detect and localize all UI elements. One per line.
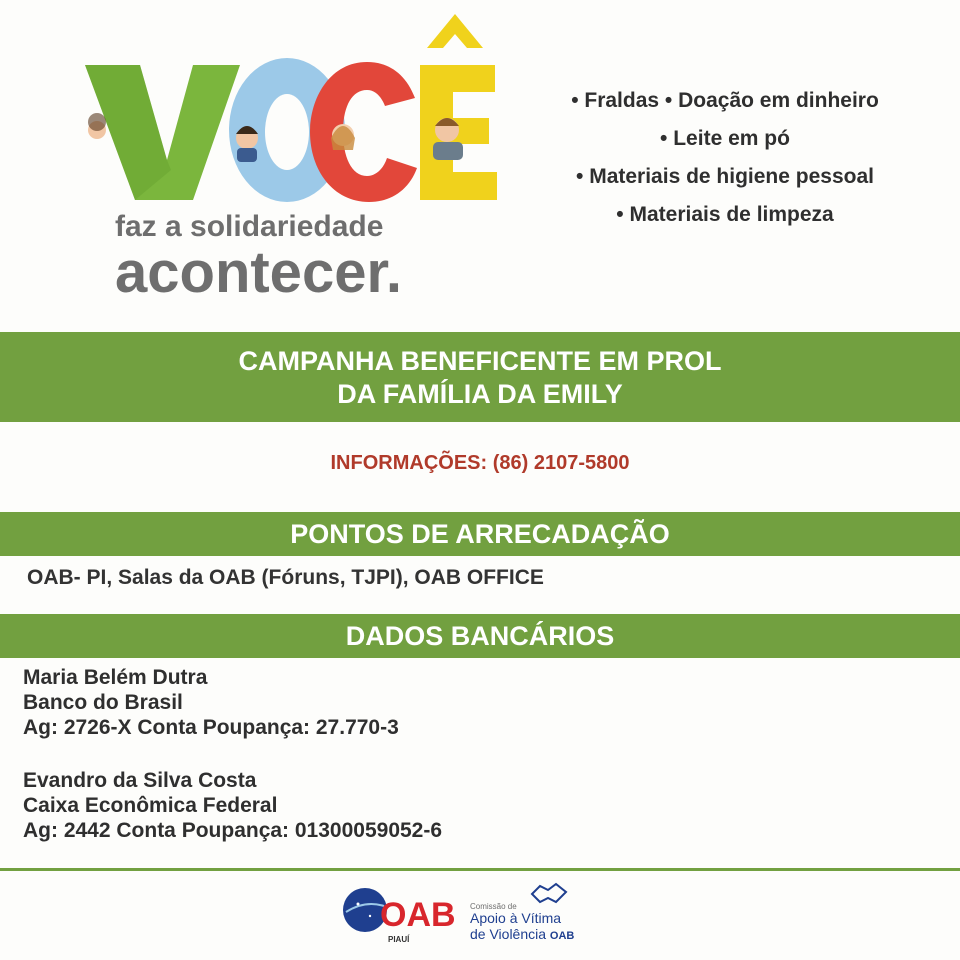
pontos-header: PONTOS DE ARRECADAÇÃO — [0, 512, 960, 556]
campaign-title-line-1: CAMPANHA BENEFICENTE EM PROL — [238, 346, 722, 376]
campaign-banner — [0, 332, 960, 422]
letter-o-hole — [265, 94, 309, 170]
account-bank: Caixa Econômica Federal — [23, 794, 278, 817]
account-holder: Maria Belém Dutra — [23, 666, 208, 689]
comissao-line-2: de Violência OAB — [470, 926, 575, 942]
oab-piaui-logo — [340, 882, 460, 952]
comissao-small-label: Comissão de — [470, 902, 517, 911]
voce-logo-graphic — [75, 10, 505, 310]
oab-state-label: PIAUÍ — [388, 935, 410, 944]
account-holder: Evandro da Silva Costa — [23, 769, 257, 792]
handshake-icon — [530, 880, 568, 906]
bank-account-2 — [23, 768, 442, 843]
donation-item: • Materiais de higiene pessoal — [576, 165, 874, 188]
tagline-line-1: faz a solidariedade — [115, 210, 384, 243]
donation-item: • Fraldas • Doação em dinheiro — [571, 89, 879, 112]
footer-divider — [0, 868, 960, 871]
tagline-line-2: acontecer. — [115, 240, 402, 305]
donation-item: • Materiais de limpeza — [616, 203, 834, 226]
account-details: Ag: 2442 Conta Poupança: 01300059052-6 — [23, 819, 443, 842]
comissao-oab-mark: OAB — [549, 930, 575, 942]
oab-globe-icon — [340, 882, 460, 952]
letter-c-shape — [310, 62, 417, 202]
oab-wordmark: OAB — [380, 896, 456, 934]
comissao-apoio-logo — [468, 880, 598, 950]
campaign-title-line-2: DA FAMÍLIA DA EMILY — [337, 379, 623, 409]
account-bank: Banco do Brasil — [23, 691, 183, 714]
circumflex-accent — [427, 14, 483, 48]
comissao-line-1: Apoio à Vítima — [470, 910, 562, 926]
donation-item: • Leite em pó — [660, 127, 790, 150]
info-phone: INFORMAÇÕES: (86) 2107-5800 — [330, 452, 630, 474]
dados-header: DADOS BANCÁRIOS — [0, 614, 960, 658]
account-details: Ag: 2726-X Conta Poupança: 27.770-3 — [23, 716, 399, 739]
donation-items-list — [520, 82, 930, 234]
hero-logo — [75, 10, 505, 310]
bank-account-1 — [23, 665, 399, 740]
pontos-locations: OAB- PI, Salas da OAB (Fóruns, TJPI), OAB OFFICE — [27, 566, 544, 589]
